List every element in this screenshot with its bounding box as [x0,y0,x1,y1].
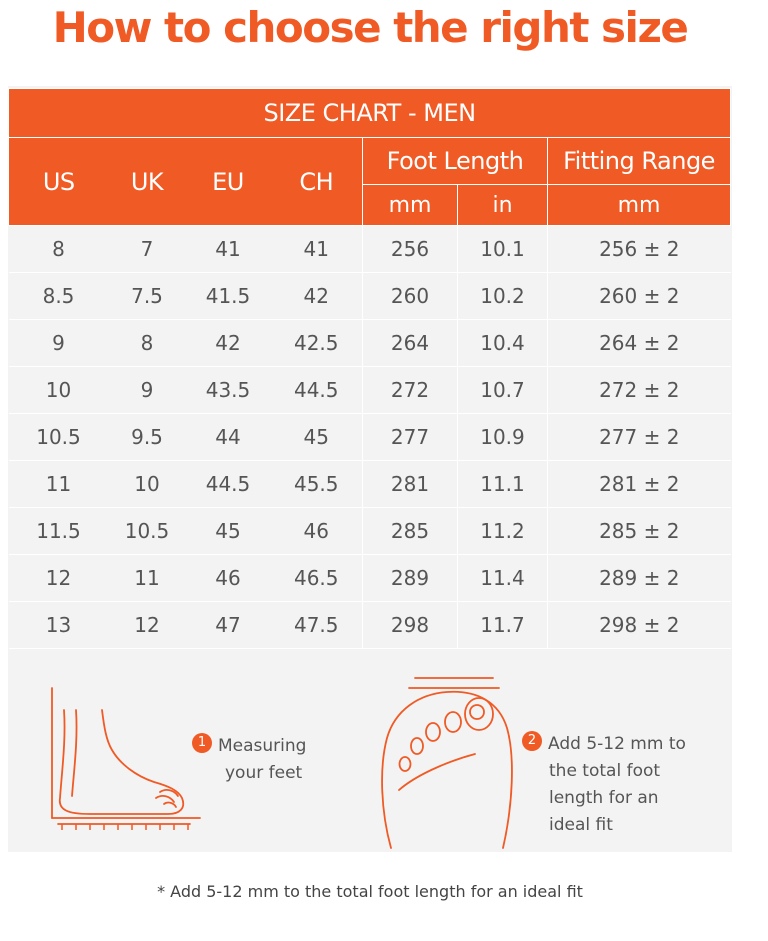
cell-fit-mm: 289 ± 2 [548,555,731,602]
table-row [9,414,731,461]
cell-eu: 45 [186,508,271,555]
footnote: * Add 5-12 mm to the total foot length for an ideal fit [157,882,583,901]
header-fitting-range: Fitting Range [548,138,731,185]
cell-us: 11.5 [9,508,109,555]
cell-eu: 47 [186,602,271,649]
header-ch: CH [271,138,363,226]
header-uk: UK [109,138,186,226]
table-row [9,320,731,367]
step-1 [192,733,306,787]
cell-foot-in: 11.1 [458,461,548,508]
cell-uk: 9.5 [109,414,186,461]
header-eu: EU [186,138,271,226]
step-2-line-4: ideal fit [549,815,613,835]
cell-us: 10 [9,367,109,414]
table-row [9,226,731,273]
cell-foot-mm: 289 [363,555,458,602]
cell-fit-mm: 298 ± 2 [548,602,731,649]
table-row [9,367,731,414]
table-row [9,555,731,602]
foot-top-measure-icon [375,672,525,850]
cell-ch: 44.5 [271,367,363,414]
cell-foot-in: 10.2 [458,273,548,320]
cell-uk: 9 [109,367,186,414]
cell-us: 12 [9,555,109,602]
cell-uk: 7.5 [109,273,186,320]
cell-foot-in: 10.4 [458,320,548,367]
cell-foot-mm: 256 [363,226,458,273]
cell-ch: 46.5 [271,555,363,602]
cell-foot-in: 11.7 [458,602,548,649]
header-foot-in: in [458,185,548,226]
cell-eu: 41.5 [186,273,271,320]
cell-us: 13 [9,602,109,649]
cell-foot-mm: 277 [363,414,458,461]
cell-foot-mm: 272 [363,367,458,414]
cell-us: 8 [9,226,109,273]
cell-foot-mm: 281 [363,461,458,508]
step-2-line-1: Add 5-12 mm to [548,734,686,754]
cell-foot-in: 10.1 [458,226,548,273]
header-foot-mm: mm [363,185,458,226]
cell-ch: 41 [271,226,363,273]
header-foot-length: Foot Length [363,138,548,185]
table-body [9,226,731,649]
cell-us: 8.5 [9,273,109,320]
step-1-line-1: Measuring [218,736,307,756]
cell-fit-mm: 285 ± 2 [548,508,731,555]
cell-us: 10.5 [9,414,109,461]
step-1-line-2: your feet [225,763,303,783]
cell-foot-in: 10.9 [458,414,548,461]
cell-fit-mm: 272 ± 2 [548,367,731,414]
header-fit-mm: mm [548,185,731,226]
cell-eu: 42 [186,320,271,367]
cell-us: 9 [9,320,109,367]
cell-foot-in: 10.7 [458,367,548,414]
cell-ch: 42 [271,273,363,320]
cell-foot-mm: 264 [363,320,458,367]
cell-uk: 11 [109,555,186,602]
size-chart-table [8,88,731,649]
cell-foot-mm: 260 [363,273,458,320]
cell-foot-mm: 298 [363,602,458,649]
step-number-badge: 1 [192,733,212,753]
table-row [9,602,731,649]
cell-uk: 8 [109,320,186,367]
table-row [9,461,731,508]
step-2-line-3: length for an [549,788,659,808]
table-row [9,508,731,555]
cell-ch: 45 [271,414,363,461]
cell-uk: 10.5 [109,508,186,555]
step-2-line-2: the total foot [549,761,661,781]
cell-ch: 45.5 [271,461,363,508]
cell-foot-in: 11.2 [458,508,548,555]
header-us: US [9,138,109,226]
cell-fit-mm: 260 ± 2 [548,273,731,320]
cell-fit-mm: 277 ± 2 [548,414,731,461]
cell-us: 11 [9,461,109,508]
page-title: How to choose the right size [52,3,688,52]
cell-fit-mm: 264 ± 2 [548,320,731,367]
cell-ch: 47.5 [271,602,363,649]
cell-uk: 12 [109,602,186,649]
cell-uk: 7 [109,226,186,273]
cell-eu: 41 [186,226,271,273]
step-number-badge: 2 [522,731,542,751]
cell-foot-mm: 285 [363,508,458,555]
cell-eu: 43.5 [186,367,271,414]
cell-fit-mm: 256 ± 2 [548,226,731,273]
cell-ch: 46 [271,508,363,555]
step-2 [522,731,686,839]
cell-eu: 44.5 [186,461,271,508]
cell-fit-mm: 281 ± 2 [548,461,731,508]
cell-ch: 42.5 [271,320,363,367]
cell-foot-in: 11.4 [458,555,548,602]
cell-eu: 46 [186,555,271,602]
table-caption: SIZE CHART - MEN [9,89,731,138]
cell-eu: 44 [186,414,271,461]
table-row [9,273,731,320]
foot-side-measure-icon [40,680,210,840]
cell-uk: 10 [109,461,186,508]
